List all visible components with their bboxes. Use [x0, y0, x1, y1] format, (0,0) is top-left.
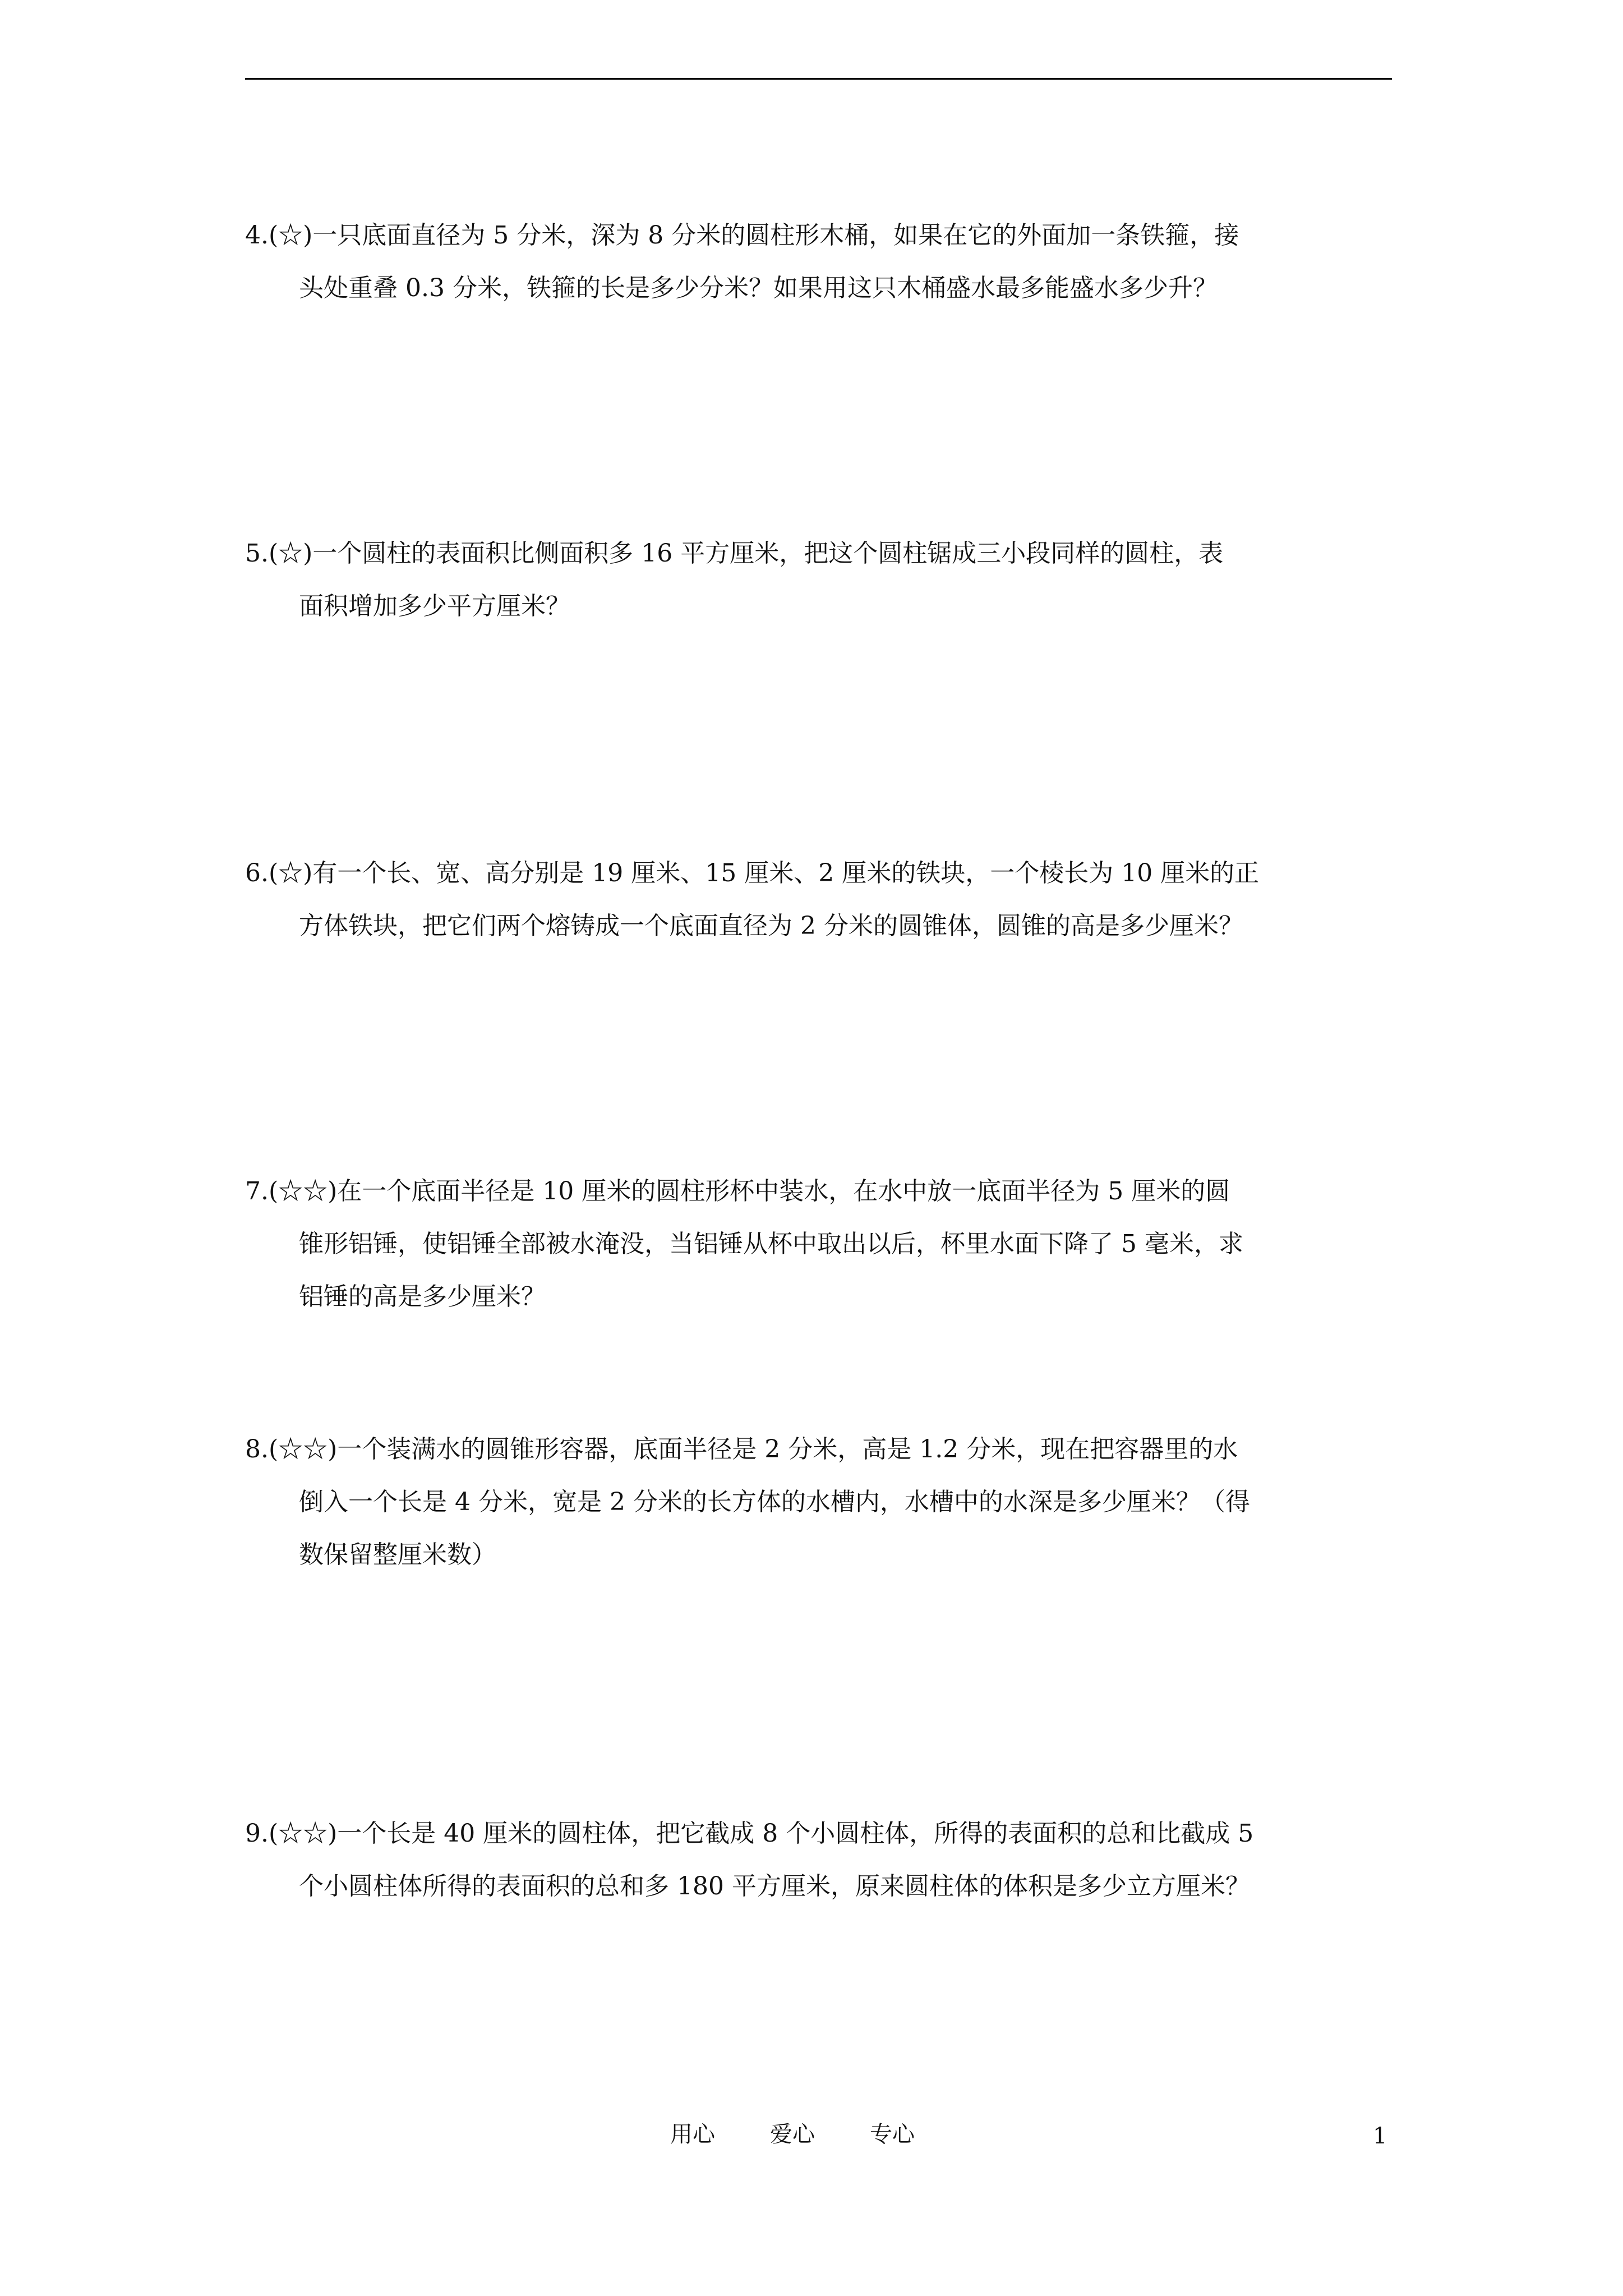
problem-7 [245, 1165, 1395, 1323]
problem-8 [245, 1423, 1395, 1581]
footer-motto-word: 爱心 [770, 2122, 815, 2147]
header-rule [245, 78, 1392, 80]
problem-text-line: 面积增加多少平方厘米？ [299, 592, 570, 620]
problem-4 [245, 209, 1395, 315]
problem-text-line: 5.(☆)一个圆柱的表面积比侧面积多 16 平方厘米，把这个圆柱锯成三小段同样的圆柱，表 [245, 539, 1224, 568]
footer-motto [670, 2120, 915, 2148]
problem-text-line: 方体铁块，把它们两个熔铸成一个底面直径为 2 分米的圆锥体，圆锥的高是多少厘米？ [299, 912, 1243, 940]
footer-motto-word: 用心 [670, 2122, 715, 2147]
problem-text-line: 头处重叠 0.3 分米，铁箍的长是多少分米？如果用这只木桶盛水最多能盛水多少升？ [299, 274, 1218, 302]
footer-motto-word: 专心 [870, 2122, 915, 2147]
problem-6 [245, 847, 1395, 953]
problem-9 [245, 1807, 1395, 1913]
problem-text-line: 个小圆柱体所得的表面积的总和多 180 平方厘米，原来圆柱体的体积是多少立方厘米？ [299, 1872, 1250, 1901]
problem-text-line: 6.(☆)有一个长、宽、高分别是 19 厘米、15 厘米、2 厘米的铁块，一个棱长为 10 厘米的正 [245, 859, 1260, 887]
problem-text-line: 7.(☆☆)在一个底面半径是 10 厘米的圆柱形杯中装水，在水中放一底面半径为 5 厘米的圆 [245, 1177, 1230, 1205]
problem-text-line: 数保留整厘米数） [299, 1540, 496, 1569]
problem-text-line: 4.(☆)一只底面直径为 5 分米，深为 8 分米的圆柱形木桶，如果在它的外面加一条铁箍，接 [245, 221, 1239, 250]
problem-5 [245, 527, 1395, 633]
problem-text-line: 铝锤的高是多少厘米？ [299, 1282, 546, 1311]
problem-text-line: 9.(☆☆)一个长是 40 厘米的圆柱体，把它截成 8 个小圆柱体，所得的表面积的总和比截成 5 [245, 1819, 1254, 1848]
problem-text-line: 倒入一个长是 4 分米，宽是 2 分米的长方体的水槽内，水槽中的水深是多少厘米？（得 [299, 1488, 1250, 1516]
page-number: 1 [1373, 2123, 1387, 2149]
problem-text-line: 锥形铝锤，使铝锤全部被水淹没，当铝锤从杯中取出以后，杯里水面下降了 5 毫米，求 [299, 1230, 1243, 1258]
problem-text-line: 8.(☆☆)一个装满水的圆锥形容器，底面半径是 2 分米，高是 1.2 分米，现在把容器里的水 [245, 1435, 1238, 1464]
